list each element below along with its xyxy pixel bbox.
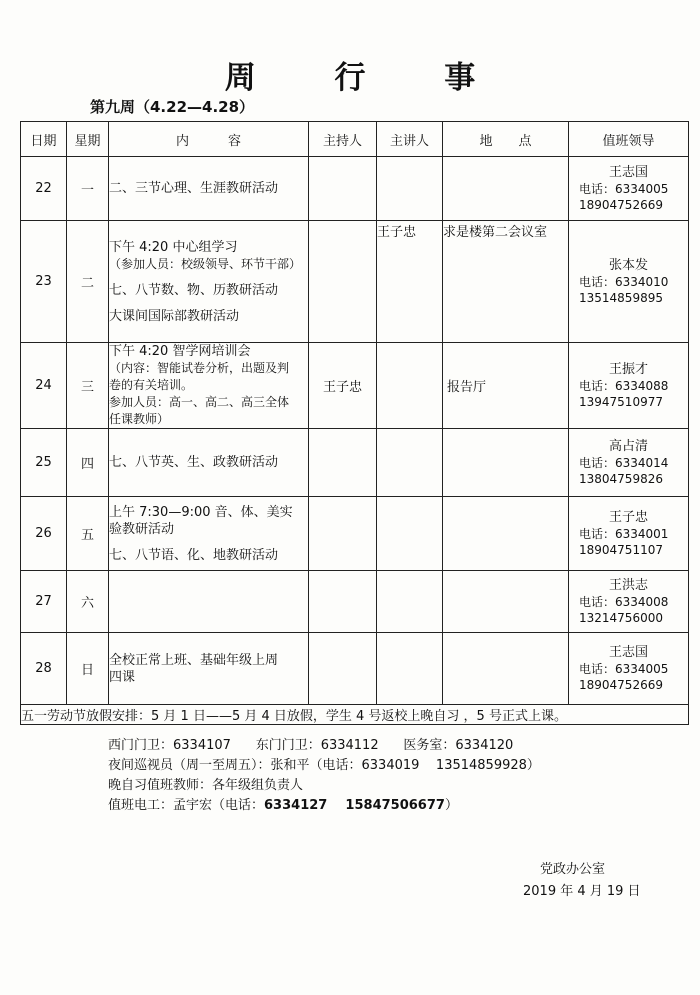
row-host [309, 429, 377, 497]
row-location [443, 633, 569, 705]
row-content [109, 633, 309, 705]
issue-date: 2019 年 4 月 19 日 [523, 884, 641, 899]
header-content: 内 容 [109, 122, 309, 157]
electrician-numbers: 6334127 15847506677 [264, 798, 445, 813]
contacts-block [108, 736, 540, 816]
row-host [309, 157, 377, 221]
electrician-prefix: 值班电工：孟宇宏（电话： [108, 798, 265, 813]
row-weekday: 三 [67, 343, 109, 429]
header-speaker: 主讲人 [377, 122, 443, 157]
leader-phone: 电话：6334088 [579, 378, 669, 393]
content-line [109, 273, 308, 282]
content-line: （内容：智能试卷分析，出题及判 [109, 361, 290, 375]
row-date: 24 [21, 343, 67, 429]
row-date: 23 [21, 221, 67, 343]
row-location [443, 497, 569, 571]
row-weekday: 日 [67, 633, 109, 705]
electrician-suffix: ） [444, 798, 458, 813]
night-patrol: 夜间巡视员（周一至周五）：张和平（电话：6334019 13514859928） [108, 758, 540, 773]
content-line: 任课教师） [109, 412, 170, 426]
row-date: 25 [21, 429, 67, 497]
header-weekday: 星期 [67, 122, 109, 157]
content-line: 大课间国际部教研活动 [109, 308, 240, 324]
row-leader [569, 157, 689, 221]
content-line: 上午 7:30—9:00 音、体、美实 [109, 504, 293, 520]
schedule-table [20, 121, 689, 725]
row-weekday: 四 [67, 429, 109, 497]
leader-phone: 电话：6334001 [579, 526, 669, 541]
leader-mobile: 13214756000 [579, 610, 663, 625]
week-label: 第九周（4.22—4.28） [90, 98, 255, 116]
content-line [109, 597, 308, 606]
row-speaker [377, 571, 443, 633]
content-line: 验教研活动 [109, 521, 175, 537]
row-speaker [377, 343, 443, 429]
row-content [109, 343, 309, 429]
header-location: 地 点 [443, 122, 569, 157]
leader-name: 王洪志 [608, 577, 648, 593]
leader-phone: 电话：6334008 [579, 594, 669, 609]
row-content [109, 429, 309, 497]
row-location [443, 571, 569, 633]
table-row [21, 429, 689, 497]
row-weekday: 一 [67, 157, 109, 221]
table-row [21, 343, 689, 429]
holiday-row [21, 705, 689, 725]
row-content [109, 157, 309, 221]
row-leader [569, 497, 689, 571]
leader-mobile: 13947510977 [579, 394, 663, 409]
row-content [109, 571, 309, 633]
row-host: 王子忠 [309, 343, 377, 429]
row-leader [569, 221, 689, 343]
row-leader [569, 571, 689, 633]
row-date: 26 [21, 497, 67, 571]
leader-name: 王志国 [608, 644, 648, 660]
content-line: 全校正常上班、基础年级上周 [109, 652, 279, 668]
row-content [109, 497, 309, 571]
content-line: （参加人员：校级领导、环节干部） [109, 256, 302, 271]
row-location [443, 429, 569, 497]
leader-mobile: 13804759826 [579, 471, 663, 486]
leader-mobile: 18904751107 [579, 542, 663, 557]
content-line: 七、八节英、生、政教研活动 [109, 455, 279, 470]
leader-phone: 电话：6334005 [579, 661, 669, 676]
content-line: 二、三节心理、生涯教研活动 [109, 181, 279, 196]
row-weekday: 六 [67, 571, 109, 633]
row-location [443, 157, 569, 221]
table-header-row [21, 122, 689, 157]
content-line: 参加人员：高一、高二、高三全体 [109, 395, 290, 409]
row-content [109, 221, 309, 343]
table-row [21, 157, 689, 221]
header-host: 主持人 [309, 122, 377, 157]
content-line: 下午 4:20 智学网培训会 [109, 344, 251, 359]
row-speaker [377, 429, 443, 497]
leader-name: 王志国 [608, 164, 648, 180]
leader-mobile: 13514859895 [579, 290, 663, 305]
leader-name: 张本发 [608, 257, 648, 273]
table-row [21, 497, 689, 571]
content-line: 七、八节数、物、历教研活动 [109, 282, 279, 298]
row-speaker [377, 157, 443, 221]
row-weekday: 五 [67, 497, 109, 571]
leader-name: 王振才 [608, 361, 648, 377]
content-line [109, 299, 308, 308]
header-date: 日期 [21, 122, 67, 157]
content-line: 下午 4:20 中心组学习 [109, 239, 238, 255]
holiday-note: 五一劳动节放假安排：5 月 1 日——5 月 4 日放假，学生 4 号返校上晚自习 ，5 号正式上课。 [21, 705, 689, 725]
content-line: 七、八节语、化、地教研活动 [109, 547, 279, 563]
row-leader [569, 633, 689, 705]
leader-mobile: 18904752669 [579, 197, 663, 212]
row-host [309, 497, 377, 571]
leader-name: 高占清 [608, 438, 648, 454]
row-location: 报告厅 [443, 343, 569, 429]
row-date: 27 [21, 571, 67, 633]
content-line: 四课 [109, 669, 136, 685]
header-leader: 值班领导 [569, 122, 689, 157]
leader-phone: 电话：6334005 [579, 181, 669, 196]
content-line: 卷的有关培训。 [109, 378, 194, 392]
row-location: 求是楼第二会议室 [443, 221, 569, 343]
table-row [21, 633, 689, 705]
office-signature: 党政办公室 [540, 862, 606, 877]
row-date: 22 [21, 157, 67, 221]
leader-phone: 电话：6334014 [579, 455, 669, 470]
row-speaker [377, 497, 443, 571]
table-row [21, 571, 689, 633]
page-title: 周 行 事 [224, 60, 510, 96]
electrician-line [108, 796, 540, 816]
table-row [21, 221, 689, 343]
row-host [309, 633, 377, 705]
row-weekday: 二 [67, 221, 109, 343]
row-host [309, 221, 377, 343]
row-host [309, 571, 377, 633]
evening-duty: 晚自习值班教师：各年级组负责人 [108, 778, 304, 793]
content-line [109, 538, 308, 547]
row-leader [569, 429, 689, 497]
leader-name: 王子忠 [608, 509, 648, 525]
leader-mobile: 18904752669 [579, 677, 663, 692]
row-leader [569, 343, 689, 429]
row-speaker: 王子忠 [377, 221, 443, 343]
leader-phone: 电话：6334010 [579, 274, 669, 289]
row-date: 28 [21, 633, 67, 705]
row-speaker [377, 633, 443, 705]
gate-contacts: 西门门卫：6334107 东门门卫：6334112 医务室：6334120 [108, 738, 514, 753]
